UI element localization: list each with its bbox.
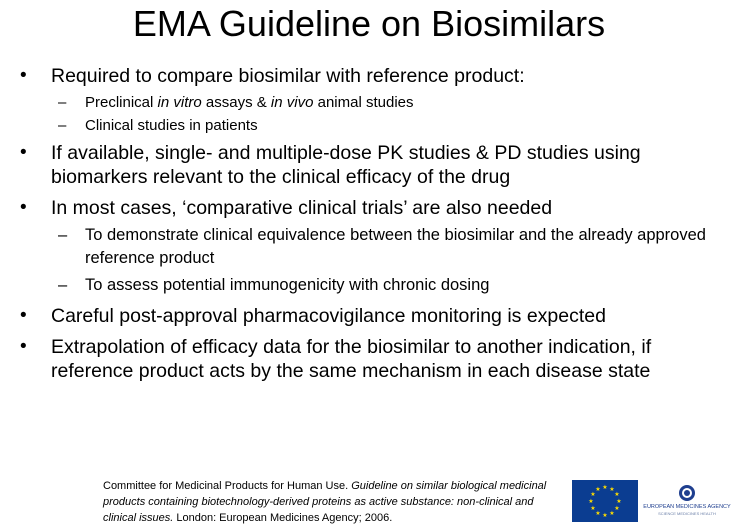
citation-footer: [103, 478, 568, 526]
sub-bullet-immunogenicity: [20, 274, 725, 297]
ema-name: EUROPEAN MEDICINES AGENCY: [643, 504, 731, 510]
svg-text:★: ★: [609, 486, 615, 493]
bullet-list: [20, 64, 725, 390]
slide-title: EMA Guideline on Biosimilars: [132, 3, 606, 44]
bullet-compare: [20, 64, 725, 88]
citation-italic: Guideline on similar biological medicinal products containing biotechnology-derived proteins as active substance: non-clinical and clinical issues.: [103, 480, 547, 524]
eu-stars-icon: [572, 480, 638, 522]
bullet-pk-pd: [20, 141, 725, 189]
sub-bullet-preclinical: [20, 92, 725, 114]
ema-emblem-icon: [641, 484, 733, 504]
sub-bullet-text-mid: assays &: [201, 94, 271, 111]
svg-text:★: ★: [609, 510, 615, 517]
bullet-text: Required to compare biosimilar with reference product:: [51, 65, 525, 87]
svg-text:★: ★: [616, 498, 622, 505]
bullet-dot: •: [20, 197, 27, 218]
svg-text:★: ★: [588, 498, 594, 505]
bullet-dot: •: [20, 65, 27, 86]
sub-bullet-text-pre: Preclinical: [85, 94, 158, 111]
sub-bullet-dash: –: [58, 276, 68, 294]
bullet-text: If available, single- and multiple-dose PK studies & PD studies using biomarkers relevant to the clinical efficacy of the drug: [51, 142, 641, 188]
ema-logo: [641, 484, 733, 520]
bullet-dot: •: [20, 142, 27, 163]
bullet-pharmacovigilance: [20, 304, 725, 328]
sub-bullet-text: To assess potential immunogenicity with chronic dosing: [85, 276, 490, 294]
svg-text:★: ★: [595, 510, 601, 517]
svg-text:★: ★: [590, 505, 596, 512]
bullet-text: Extrapolation of efficacy data for the biosimilar to another indication, if reference product acts by the same mechanism in each disease state: [51, 336, 652, 382]
svg-text:★: ★: [614, 491, 620, 498]
bullet-extrapolation: [20, 335, 725, 383]
sub-bullet-text-post: animal studies: [313, 94, 414, 111]
sub-bullet-dash: –: [58, 117, 67, 134]
svg-text:★: ★: [602, 484, 608, 491]
sub-bullet-clinical: [20, 115, 725, 137]
sub-bullet-text: Clinical studies in patients: [85, 117, 258, 134]
sub-bullet-dash: –: [58, 226, 68, 244]
eu-flag-logo: [572, 480, 638, 522]
svg-text:★: ★: [590, 491, 596, 498]
svg-text:★: ★: [614, 505, 620, 512]
sub-bullet-dash: –: [58, 94, 67, 111]
svg-text:★: ★: [595, 486, 601, 493]
bullet-text: In most cases, ‘comparative clinical trials’ are also needed: [51, 197, 553, 219]
bullet-text: Careful post-approval pharmacovigilance monitoring is expected: [51, 305, 606, 327]
bullet-dot: •: [20, 336, 27, 357]
sub-bullet-text: To demonstrate clinical equivalence between the biosimilar and the already approved reference product: [85, 226, 706, 267]
sub-bullet-equivalence: [20, 224, 725, 270]
citation-part1: Committee for Medicinal Products for Human Use.: [103, 480, 352, 492]
ema-tagline: SCIENCE MEDICINES HEALTH: [658, 511, 716, 516]
sub-bullet-text-em1: in vitro: [157, 94, 202, 111]
bullet-comparative-trials: [20, 196, 725, 220]
citation-part2: London: European Medicines Agency; 2006.: [173, 512, 393, 524]
sub-bullet-text-em2: in vivo: [270, 94, 314, 111]
svg-text:★: ★: [602, 512, 608, 519]
bullet-dot: •: [20, 305, 27, 326]
